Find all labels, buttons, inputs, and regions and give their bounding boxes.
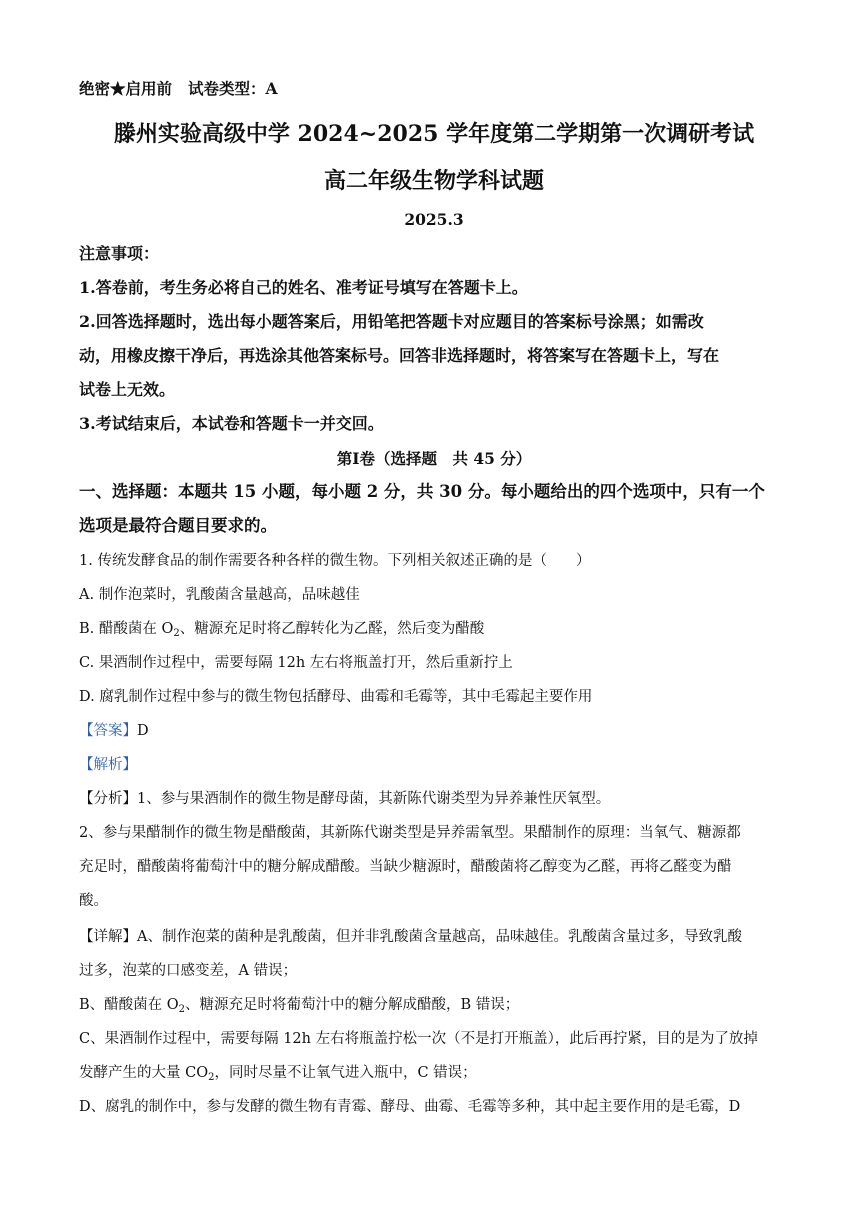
header-secret-line	[79, 78, 791, 100]
section-heading-line-2: 选项是最符合题目要求的。	[79, 516, 277, 535]
answer-tag: 【答案】	[79, 723, 137, 739]
note-1: 1.答卷前，考生务必将自己的姓名、准考证号填写在答题卡上。	[79, 278, 528, 297]
question-1-option-b: B. 醋酸菌在 $O_2$、糖源充足时将乙醇转化为乙醛，然后变为醋酸	[79, 621, 485, 639]
question-1-option-d: D. 腐乳制作过程中参与的微生物包括酵母、曲霉和毛霉等，其中毛霉起主要作用	[79, 689, 593, 705]
note-2-line-2: 动，用橡皮擦干净后，再选涂其他答案标号。回答非选择题时，将答案写在答题卡上，写在	[79, 346, 720, 365]
answer-value: D	[137, 723, 149, 739]
question-1-option-c: C. 果酒制作过程中，需要每隔 12h 左右将瓶盖打开，然后重新拧上	[79, 655, 513, 671]
xiangjie-line-5: 发酵产生的大量 $CO_2$，同时尽量不让氧气进入瓶中，C 错误；	[79, 1065, 477, 1083]
note-2-line-3: 试卷上无效。	[79, 380, 176, 399]
xiangjie-line-3: B、醋酸菌在 $O_2$、糖源充足时将葡萄汁中的糖分解成醋酸，B 错误；	[79, 997, 520, 1015]
section-heading-line-1: 一、选择题：本题共 15 小题，每小题 2 分，共 30 分。每小题给出的四个选项中，只有一个	[79, 482, 765, 501]
xiangjie-line-6: D、腐乳的制作中，参与发酵的微生物有青霉、酵母、曲霉、毛霉等多种，其中起主要作用的是毛霉，D	[79, 1099, 741, 1115]
fenxi-line-3: 充足时，醋酸菌将葡萄汁中的糖分解成醋酸。当缺少糖源时，醋酸菌将乙醇变为乙醛，再将乙醛变为醋	[79, 859, 732, 875]
fenxi-line-4: 酸。	[79, 893, 108, 909]
fenxi-line-2: 2、参与果醋制作的微生物是醋酸菌，其新陈代谢类型是异养需氧型。果醋制作的原理：当氧气、糖源都	[79, 825, 741, 841]
analysis-tag: 【解析】	[79, 757, 137, 773]
xiangjie-line-1: 【详解】A、制作泡菜的菌种是乳酸菌，但并非乳酸菌含量越高，品味越佳。乳酸菌含量过多，导致乳酸	[79, 929, 742, 945]
note-3: 3.考试结束后，本试卷和答题卡一并交回。	[79, 414, 384, 433]
fenxi-line-1: 【分析】1、参与果酒制作的微生物是酵母菌，其新陈代谢类型为异养兼性厌氧型。	[79, 791, 611, 807]
note-2-line-1: 2.回答选择题时，选出每小题答案后，用铅笔把答题卡对应题目的答案标号涂黑；如需改	[79, 312, 704, 331]
question-1-option-a: A. 制作泡菜时，乳酸菌含量越高，品味越佳	[79, 587, 360, 603]
exam-subtitle: 高二年级生物学科试题	[323, 168, 544, 194]
xiangjie-line-4: C、果酒制作过程中，需要每隔 12h 左右将瓶盖拧松一次（不是打开瓶盖），此后再拧紧，目的是为了放掉	[79, 1031, 758, 1047]
question-1-stem: 1. 传统发酵食品的制作需要各种各样的微生物。下列相关叙述正确的是（ ）	[79, 553, 591, 569]
notes-heading: 注意事项：	[79, 244, 160, 263]
exam-date: 2025.3	[404, 210, 464, 229]
xiangjie-tag: 【详解】	[79, 929, 137, 945]
answer-line	[79, 720, 791, 742]
fenxi-tag: 【分析】	[79, 791, 137, 807]
secret-label: 绝密★启用前	[79, 79, 173, 98]
xiangjie-line-2: 过多，泡菜的口感变差，A 错误；	[79, 963, 298, 979]
exam-title: 滕州实验高级中学 2024~2025 学年度第二学期第一次调研考试	[113, 121, 755, 147]
analysis-line	[79, 754, 791, 776]
part1-heading: 第Ⅰ卷（选择题 共 45 分）	[336, 449, 532, 468]
paper-type-label: 试卷类型：A	[188, 79, 278, 98]
